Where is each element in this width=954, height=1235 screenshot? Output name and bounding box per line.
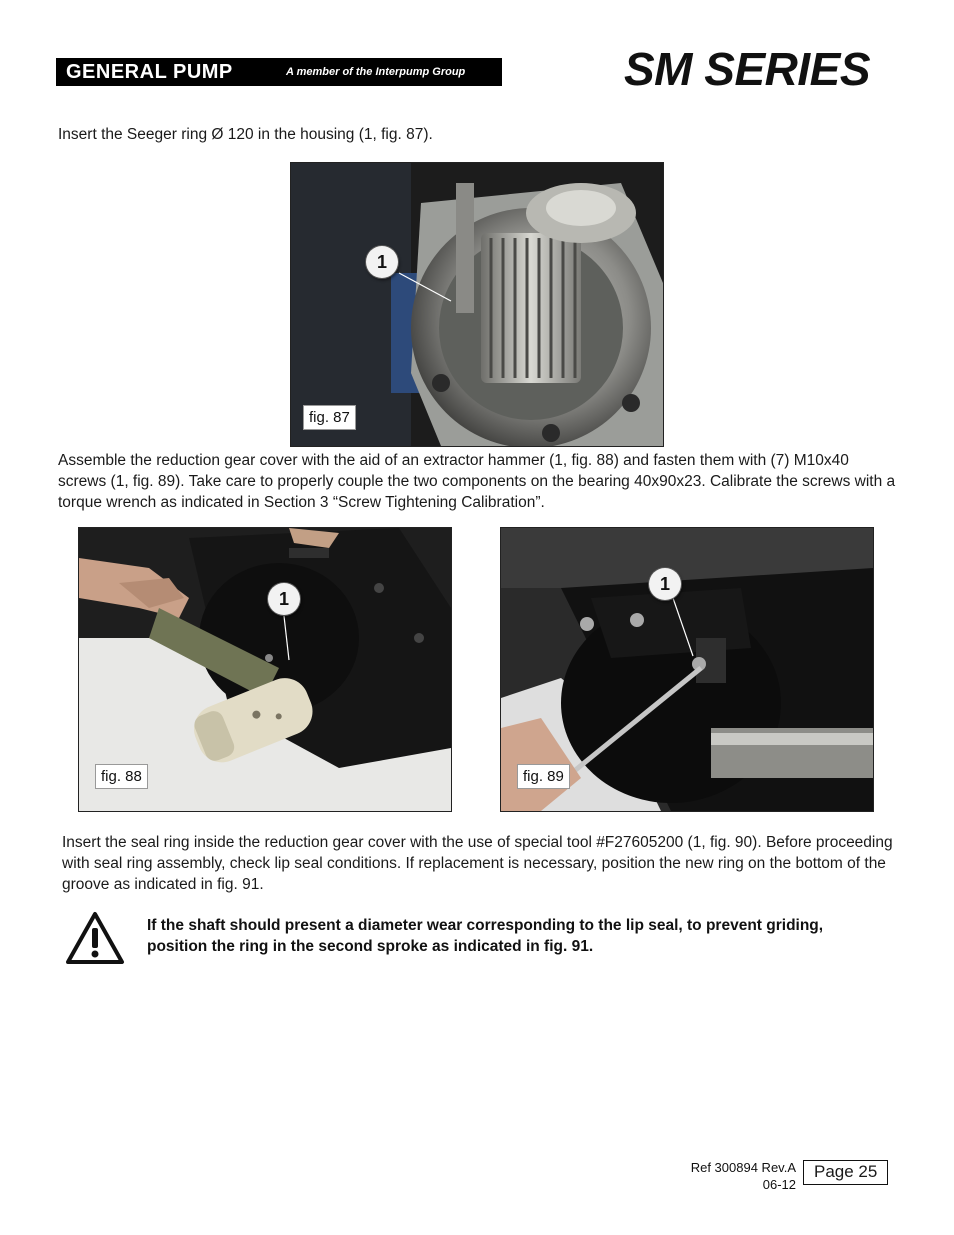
figure-88-label: fig. 88 [95, 764, 148, 789]
figure-87-label: fig. 87 [303, 405, 356, 430]
gear-housing-image [291, 163, 663, 446]
warning-icon [64, 910, 126, 966]
figure-89-photo [500, 527, 874, 812]
figure-87-photo [290, 162, 664, 447]
paragraph-seal-ring: Insert the seal ring inside the reduction gear cover with the use of special tool #F27605200 (1, fig. 90). Before proceeding with seal ring assembly, check lip seal conditions. If replacement is necessary, position the new ring on the bottom of the groove as indicated in fig. 91. [62, 834, 893, 893]
figure-89-label: fig. 89 [517, 764, 570, 789]
page-number: Page 25 [803, 1160, 888, 1185]
revision-date: 06-12 [762, 1177, 796, 1192]
paragraph-gear-cover: Assemble the reduction gear cover with the aid of an extractor hammer (1, fig. 88) and fasten them with (7) M10x40 screws (1, fig. 89). Take care to properly couple the two components on the bearing 40x90x23. Calibrate the screws with a torque wrench as indicated in Section 3 “Screw Tightening Calibration”. [58, 452, 896, 511]
brand-bar [56, 58, 502, 86]
brand-name: GENERAL PUMP [66, 60, 233, 83]
document-reference [640, 1159, 796, 1193]
figure-88-photo [78, 527, 452, 812]
brand-tagline: A member of the Interpump Group [286, 66, 466, 78]
callout-1: 1 [649, 568, 681, 600]
warning-text: If the shaft should present a diameter wear corresponding to the lip seal, to prevent griding, position the ring in the second sproke as indicated in fig. 91. [147, 917, 824, 955]
series-title: SM SERIES [624, 43, 871, 95]
reference-number: Ref 300894 Rev.A [690, 1160, 796, 1175]
paragraph-seeger-ring: Insert the Seeger ring Ø 120 in the housing (1, fig. 87). [58, 126, 433, 143]
callout-1: 1 [366, 246, 398, 278]
callout-1: 1 [268, 583, 300, 615]
